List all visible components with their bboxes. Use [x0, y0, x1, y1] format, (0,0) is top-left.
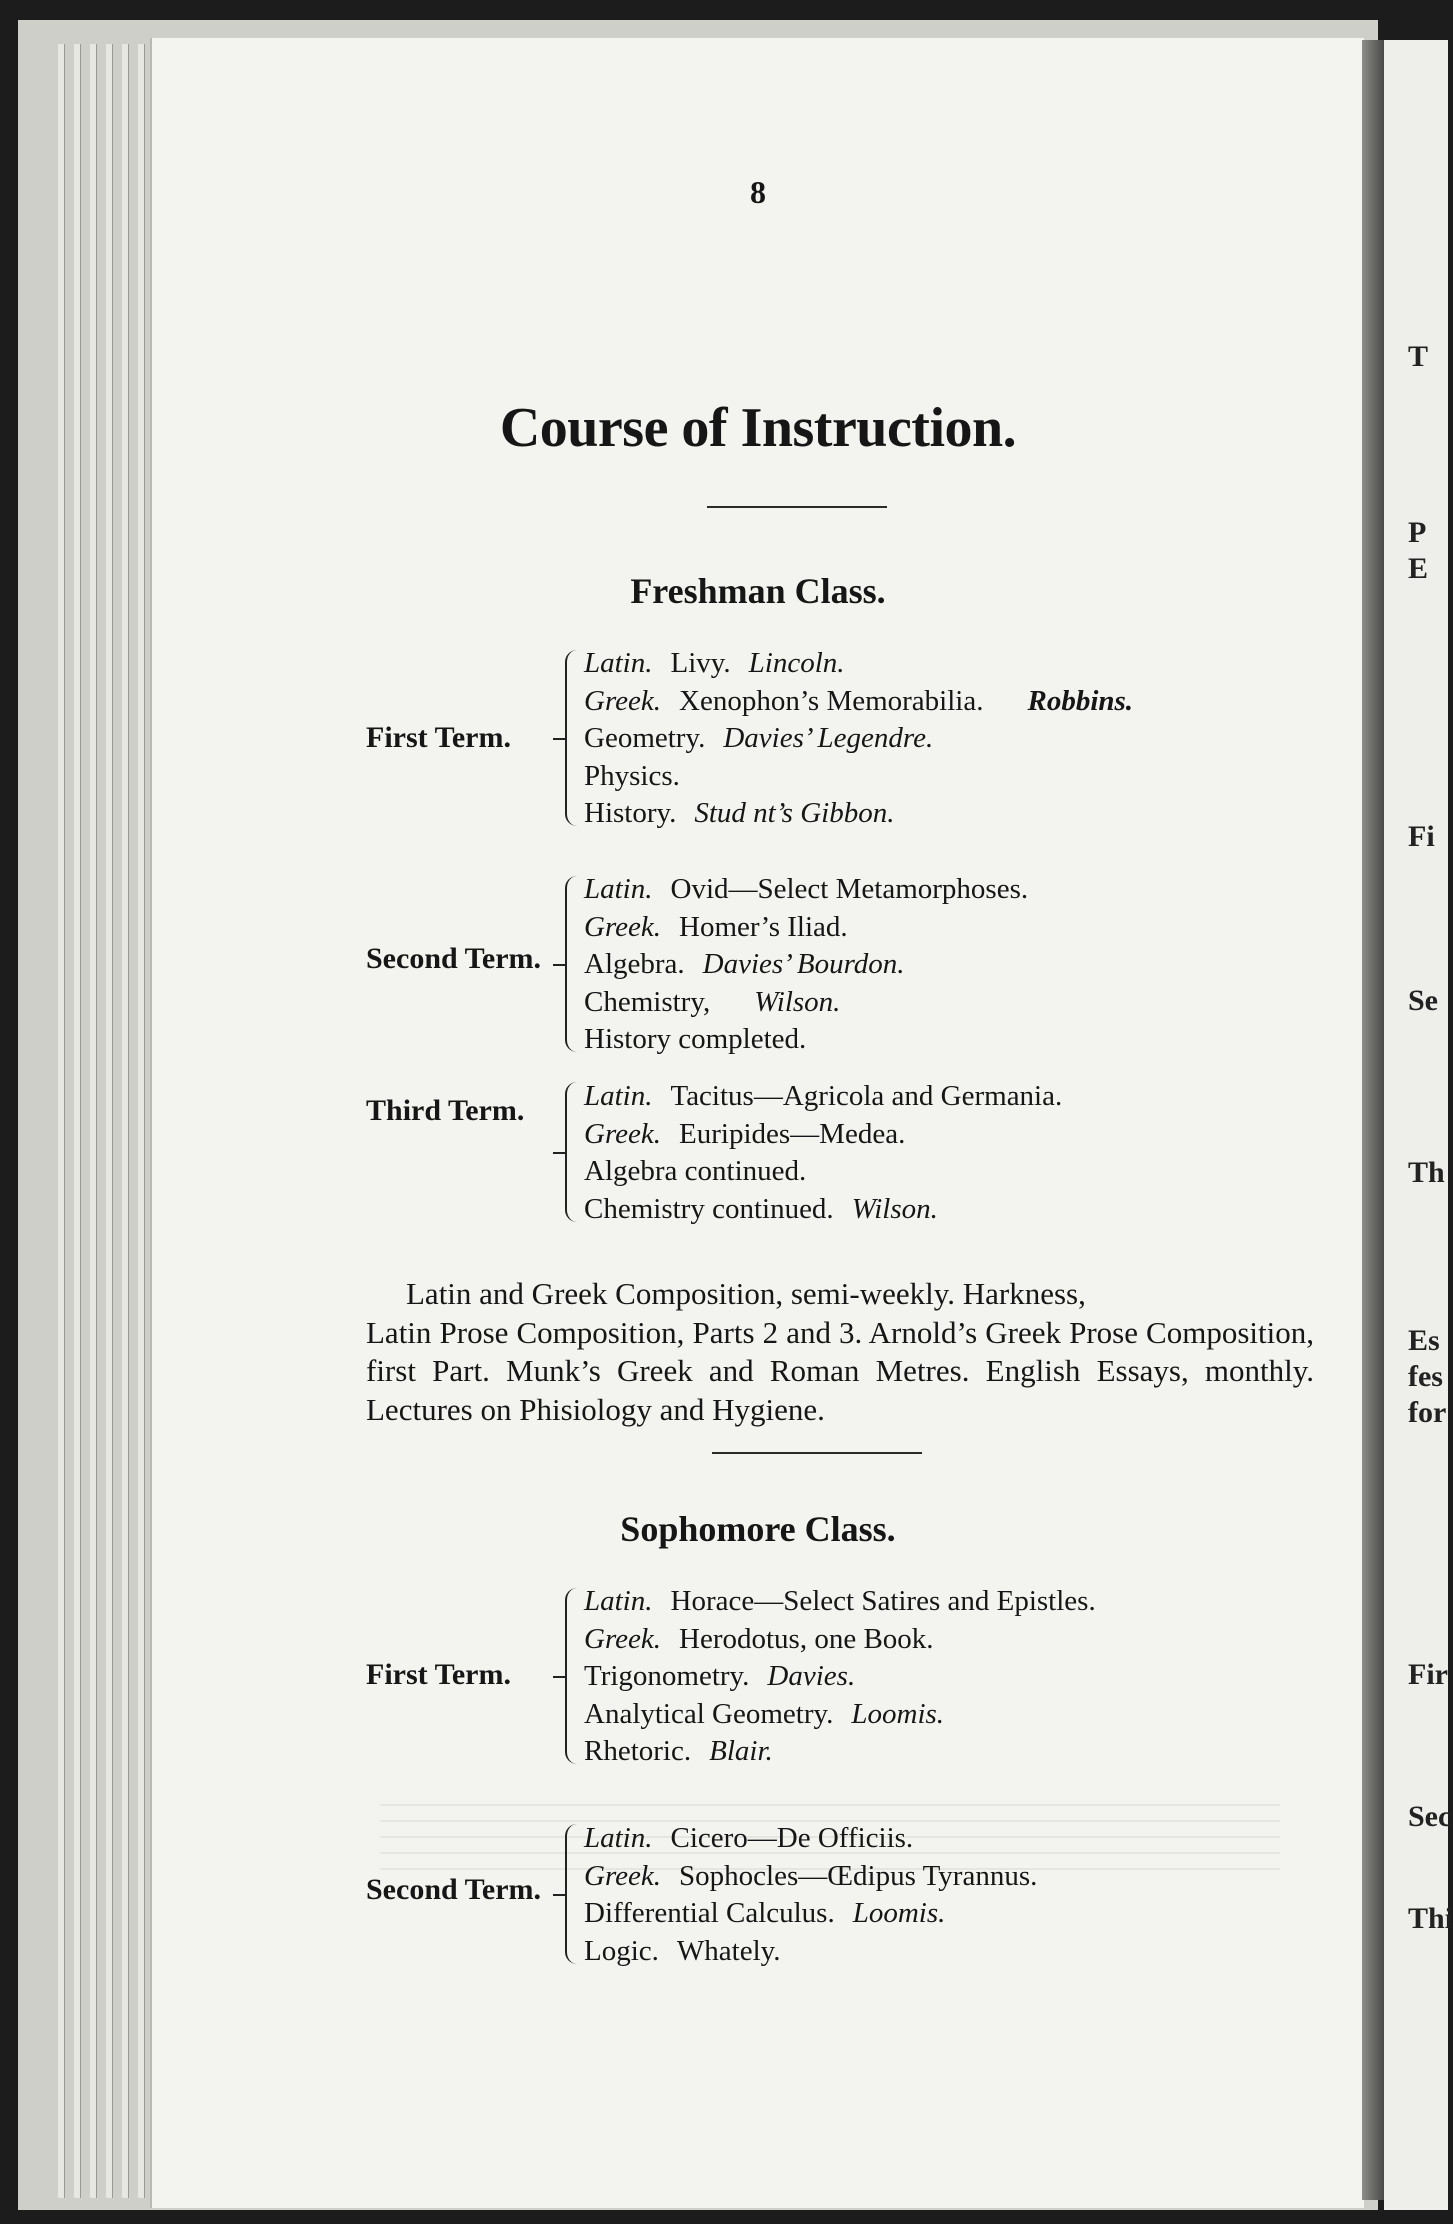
facing-fragment: fes [1408, 1360, 1443, 1393]
page-edge [138, 44, 145, 2198]
course-line: Differential Calculus. Loomis. [584, 1897, 946, 1929]
course-line: History completed. [584, 1023, 807, 1055]
course-line: Latin. Tacitus—Agricola and Germania. [584, 1080, 1063, 1112]
facing-fragment: Th [1408, 1156, 1445, 1189]
course-line: Algebra. Davies’ Bourdon. [584, 948, 905, 980]
freshman-term-1-courses [584, 645, 1133, 833]
facing-fragment: for [1408, 1396, 1447, 1429]
facing-fragment: P [1408, 516, 1427, 549]
course-line: History. Stud nt’s Gibbon. [584, 797, 895, 829]
composition-paragraph [366, 1275, 1314, 1429]
page-edge [122, 44, 129, 2198]
freshman-term-1-label: First Term. [366, 721, 511, 754]
sophomore-heading: Sophomore Class. [620, 1509, 896, 1549]
brace [565, 1824, 577, 1964]
book-gutter [1362, 40, 1384, 2200]
facing-page [1384, 40, 1453, 2210]
freshman-term-3-label: Third Term. [366, 1094, 525, 1127]
sophomore-term-2-courses [584, 1820, 1037, 1970]
course-line: Analytical Geometry. Loomis. [584, 1697, 945, 1730]
course-line: Latin. Horace—Select Satires and Epistles. [584, 1585, 1096, 1617]
course-line: Latin. Ovid—Select Metamorphoses. [584, 873, 1029, 905]
facing-fragment: T [1408, 340, 1429, 373]
course-line: Latin. Livy. Lincoln. [584, 647, 845, 679]
composition-line-1: Latin and Greek Composition, semi-weekly. Harkness, [406, 1276, 1086, 1311]
course-line: Trigonometry. Davies. [584, 1660, 856, 1692]
freshman-term-2-label: Second Term. [366, 942, 542, 975]
title-rule [707, 506, 887, 508]
section-rule [712, 1452, 922, 1454]
facing-fragment: Fi [1408, 820, 1435, 853]
brace [565, 650, 577, 826]
course-line: Chemistry, Wilson. [584, 985, 841, 1018]
composition-rest: Latin Prose Composition, Parts 2 and 3. Arnold’s Greek Prose Composition, first Part. Munk’s Greek and Roman Metres. English Essays, monthly. Lectures on Phisiology and Hygiene. [366, 1314, 1314, 1427]
facing-fragment: Se [1408, 984, 1438, 1017]
course-line: Physics. [584, 759, 680, 792]
page-edge [90, 44, 97, 2198]
course-line: Latin. Cicero—De Officiis. [584, 1822, 914, 1854]
facing-fragment: Sec [1408, 1800, 1452, 1833]
page-edge [58, 44, 65, 2198]
course-line: Greek. Sophocles—Œdipus Tyrannus. [584, 1859, 1038, 1892]
course-line: Greek. Euripides—Medea. [584, 1117, 906, 1150]
page-number: 8 [750, 174, 766, 210]
page-edge [74, 44, 81, 2198]
document-page [150, 38, 1364, 2208]
sophomore-term-1-courses [584, 1583, 1096, 1771]
sophomore-term-1-label: First Term. [366, 1658, 511, 1691]
course-line: Greek. Homer’s Iliad. [584, 910, 848, 943]
course-line: Algebra continued. [584, 1155, 807, 1187]
course-line: Rhetoric. Blair. [584, 1735, 773, 1767]
brace [565, 1082, 577, 1222]
brace [565, 876, 577, 1052]
facing-fragment: Fir [1408, 1658, 1448, 1691]
facing-fragment: Thi [1408, 1902, 1453, 1935]
page-title: Course of Instruction. [499, 397, 1017, 459]
freshman-heading: Freshman Class. [630, 571, 886, 611]
course-line: Logic. Whately. [584, 1934, 781, 1967]
sophomore-term-2-label: Second Term. [366, 1873, 542, 1906]
brace [565, 1588, 577, 1764]
course-line: Chemistry continued. Wilson. [584, 1192, 938, 1225]
course-line: Greek. Xenophon’s Memorabilia. Robbins. [584, 684, 1134, 717]
facing-fragment: Es [1408, 1324, 1440, 1357]
freshman-term-3-courses [584, 1078, 1062, 1228]
freshman-term-2-courses [584, 871, 1028, 1059]
course-line: Greek. Herodotus, one Book. [584, 1622, 934, 1655]
facing-fragment: E [1408, 552, 1429, 585]
page-edge [106, 44, 113, 2198]
course-line: Geometry. Davies’ Legendre. [584, 722, 934, 754]
